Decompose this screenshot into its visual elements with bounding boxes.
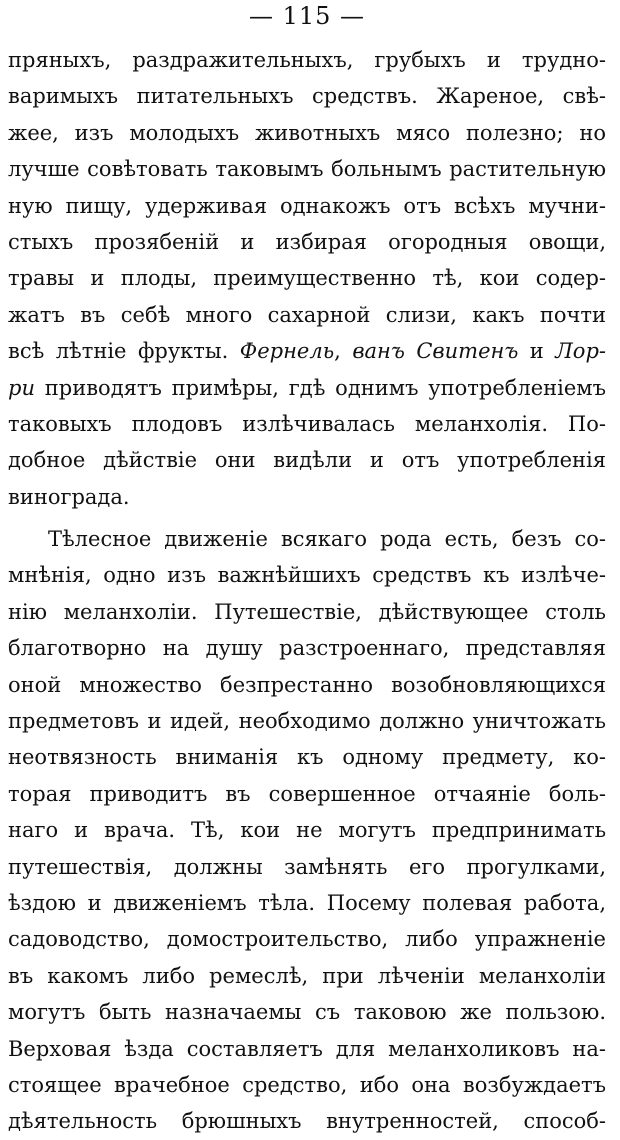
text-line: стоящее врачебное средство, ибо она возбуждаетъ	[8, 1072, 606, 1097]
author-name: Фернель	[239, 339, 335, 364]
author-name: ри	[8, 375, 35, 400]
text-line: лучше совѣтовать таковымъ больнымъ растительную	[8, 157, 606, 182]
text-line: торая приводитъ въ совершенное отчаяніе боль-	[8, 781, 606, 806]
text-line: оной множество безпрестанно возобновляющихся	[8, 672, 606, 697]
text-line: неотвязность вниманія къ одному предмету, ко-	[8, 745, 606, 770]
text-fragment: и	[518, 339, 556, 364]
author-name: Лор-	[555, 339, 606, 364]
text-line: жее, изъ молодыхъ животныхъ мясо полезно; но	[8, 120, 606, 145]
text-line: травы и плоды, преимущественно тѣ, кои содер-	[8, 266, 606, 291]
text-line: дѣятельность брюшныхъ внутренностей, способ-	[8, 1109, 606, 1134]
text-line-with-names	[8, 370, 606, 406]
text-line: садоводство, домостроительство, либо упражненіе	[8, 927, 606, 952]
text-line: Верховая ѣзда составляетъ для меланхоликовъ на-	[8, 1036, 606, 1061]
text-line: въ какомъ либо ремеслѣ, при лѣченіи меланхоліи	[8, 963, 606, 988]
text-line-with-names	[8, 333, 606, 369]
text-line: добное дѣйствіе они видѣли и отъ употребленія	[8, 448, 606, 473]
text-line: предметовъ и идей, необходимо должно уничтожать	[8, 709, 606, 734]
text-line: жатъ въ себѣ много сахарной слизи, какъ почти	[8, 302, 606, 327]
author-name: ванъ Свитенъ	[352, 339, 519, 364]
text-line: винограда.	[8, 484, 130, 509]
text-line: наго и врача. Тѣ, кои не могутъ предпринимать	[8, 818, 606, 843]
text-fragment: приводятъ примѣры, гдѣ однимъ употребленіемъ	[34, 375, 606, 400]
text-fragment: всѣ лѣтніе фрукты.	[8, 339, 240, 364]
paragraph-2	[8, 521, 606, 1140]
text-line: Тѣлесное движеніе всякаго рода есть, безъ со-	[48, 527, 606, 552]
text-line: стыхъ прозябеній и избирая огородныя овощи,	[8, 229, 606, 254]
text-line: нію меланхоліи. Путешествіе, дѣйствующее столь	[8, 599, 606, 624]
text-line: пряныхъ, раздражительныхъ, грубыхъ и трудно-	[8, 48, 606, 72]
text-line: благотворно на душу разстроеннаго, представляя	[8, 636, 606, 661]
page-number: — 115 —	[248, 2, 366, 30]
text-line: ную пищу, удерживая однакожъ отъ всѣхъ мучни-	[8, 193, 606, 218]
paragraph-1	[8, 42, 606, 515]
text-fragment: ,	[334, 339, 353, 364]
text-line: путешествія, должны замѣнять его прогулками,	[8, 854, 606, 879]
text-line: варимыхъ питательныхъ средствъ. Жареное, свѣ-	[8, 84, 606, 109]
text-line: мнѣнія, одно изъ важнѣйшихъ средствъ къ излѣче-	[8, 563, 606, 588]
text-line: таковыхъ плодовъ излѣчивалась меланхолія. По-	[8, 411, 606, 436]
text-line: могутъ быть назначаемы съ таковою же пользою.	[8, 1000, 606, 1025]
text-line: ѣздою и движеніемъ тѣла. Посему полевая работа,	[8, 890, 606, 915]
